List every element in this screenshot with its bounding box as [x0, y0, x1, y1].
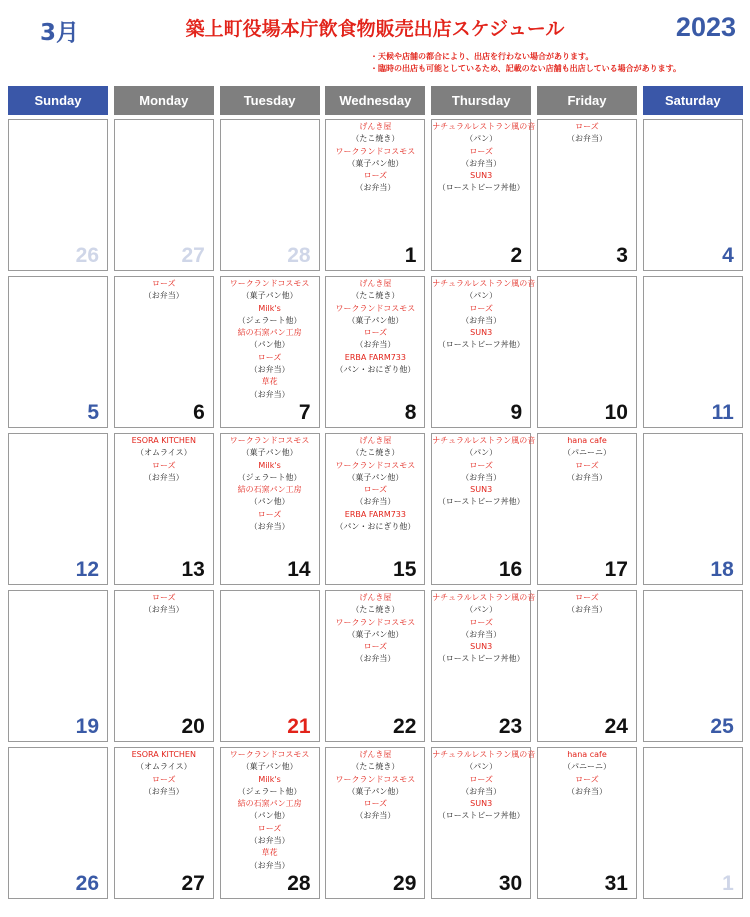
- day-cell: [431, 276, 536, 428]
- day-cell: [537, 119, 637, 271]
- shop-menu: （パニーニ）: [562, 448, 611, 458]
- shop-name: ローズ: [257, 823, 282, 833]
- shop-list: [644, 748, 742, 749]
- shop-list: [538, 277, 636, 278]
- shop-list: [538, 120, 636, 146]
- shop-name: げんき屋: [359, 122, 392, 131]
- shop-name: 草花: [261, 848, 278, 858]
- shop-menu: （たこ焼き）: [351, 448, 400, 458]
- day-number: 2: [510, 244, 523, 267]
- day-cell: [8, 747, 108, 899]
- shop-menu: （ジェラート他）: [237, 786, 302, 796]
- day-cell: [8, 276, 108, 428]
- shop-list: [538, 434, 636, 484]
- day-cell: [643, 276, 743, 428]
- shop-list: [221, 591, 319, 592]
- shop-list: [538, 591, 636, 617]
- shop-name: げんき屋: [359, 279, 392, 288]
- shop-name: ローズ: [151, 774, 176, 784]
- shop-menu: （お弁当）: [355, 183, 396, 193]
- shop-name: ローズ: [363, 171, 388, 181]
- day-number: 16: [498, 558, 523, 581]
- day-cell: [114, 119, 214, 271]
- shop-list: [432, 434, 536, 509]
- day-number: 30: [498, 872, 523, 895]
- day-number: 29: [393, 872, 417, 895]
- shop-menu: （パン）: [465, 448, 498, 458]
- shop-menu: （お弁当）: [461, 472, 502, 482]
- day-cell: [220, 119, 320, 271]
- shop-list: [221, 277, 319, 401]
- shop-menu: （菓子パン他）: [241, 291, 298, 301]
- shop-name: Milk's: [258, 774, 281, 784]
- shop-menu: （お弁当）: [355, 340, 396, 350]
- day-number: 24: [604, 715, 628, 738]
- shop-list: [538, 748, 636, 798]
- day-cell: [325, 433, 425, 585]
- shop-name: hana cafe: [567, 436, 607, 445]
- shop-menu: （ジェラート他）: [237, 472, 302, 482]
- day-cell: [431, 747, 536, 899]
- shop-menu: （ローストビーフ丼他）: [437, 340, 525, 350]
- shop-name: ワークランドコスモス: [229, 750, 310, 759]
- shop-name: ナチュラルレストラン風の音: [432, 750, 536, 759]
- shop-menu: （お弁当）: [461, 786, 502, 796]
- shop-name: ローズ: [575, 460, 599, 470]
- shop-name: ローズ: [363, 328, 388, 338]
- calendar-week-row: [8, 433, 743, 585]
- weekday-header-thursday: Thursday: [431, 86, 531, 115]
- shop-list: [432, 120, 536, 195]
- day-cell: [220, 747, 320, 899]
- calendar-week-row: [8, 276, 743, 428]
- shop-menu: （パン）: [465, 762, 498, 772]
- day-number: 12: [75, 558, 99, 581]
- shop-list: [644, 120, 742, 121]
- shop-menu: （ローストビーフ丼他）: [437, 811, 525, 821]
- shop-list: [115, 434, 213, 484]
- weekday-header-monday: Monday: [114, 86, 214, 115]
- shop-name: ローズ: [363, 799, 388, 809]
- shop-menu: （たこ焼き）: [351, 762, 400, 772]
- calendar-week-row: [8, 590, 743, 742]
- day-cell: [643, 747, 743, 899]
- month-label: 3月: [40, 20, 80, 46]
- day-cell: [114, 747, 214, 899]
- weekday-header-friday: Friday: [537, 86, 637, 115]
- day-cell: [537, 433, 637, 585]
- shop-menu: （ジェラート他）: [237, 315, 302, 325]
- shop-list: [326, 277, 424, 376]
- calendar-grid: [8, 119, 743, 904]
- shop-name: ERBA FARM733: [344, 352, 406, 362]
- shop-menu: （お弁当）: [249, 522, 290, 532]
- shop-menu: （菓子パン他）: [347, 629, 404, 639]
- shop-name: Milk's: [258, 460, 281, 470]
- weekday-header-row: [8, 86, 743, 115]
- notice-item: ・臨時の出店も可能としているため、記載のない店舗も出店している場合があります。: [370, 64, 682, 73]
- shop-name: SUN3: [470, 799, 493, 809]
- day-cell: [220, 433, 320, 585]
- weekday-header-wednesday: Wednesday: [325, 86, 425, 115]
- shop-name: ナチュラルレストラン風の音: [432, 122, 536, 131]
- shop-name: ローズ: [151, 593, 176, 602]
- shop-list: [115, 591, 213, 617]
- shop-name: げんき屋: [359, 750, 392, 759]
- shop-menu: （パン）: [465, 291, 498, 301]
- day-number: 27: [181, 244, 205, 267]
- shop-name: ERBA FARM733: [344, 509, 406, 519]
- shop-list: [432, 591, 536, 666]
- day-number: 20: [181, 715, 205, 738]
- day-number: 26: [75, 244, 99, 267]
- shop-list: [115, 748, 213, 798]
- day-cell: [537, 747, 637, 899]
- shop-name: ローズ: [469, 303, 493, 313]
- shop-name: 草花: [261, 377, 278, 387]
- shop-name: ローズ: [469, 617, 493, 627]
- day-cell: [537, 590, 637, 742]
- shop-list: [432, 748, 536, 823]
- shop-name: げんき屋: [359, 436, 392, 445]
- shop-list: [221, 434, 319, 533]
- day-number: 3: [616, 244, 628, 267]
- shop-name: hana cafe: [567, 750, 607, 759]
- shop-menu: （パン）: [465, 605, 498, 615]
- shop-name: ローズ: [469, 460, 493, 470]
- shop-menu: （お弁当）: [461, 315, 502, 325]
- shop-menu: （パン）: [465, 134, 498, 144]
- shop-name: ワークランドコスモス: [335, 617, 416, 627]
- day-cell: [431, 119, 536, 271]
- day-cell: [537, 276, 637, 428]
- day-cell: [431, 590, 536, 742]
- shop-name: SUN3: [470, 485, 493, 495]
- day-cell: [325, 276, 425, 428]
- shop-name: ESORA KITCHEN: [131, 436, 196, 445]
- day-cell: [8, 590, 108, 742]
- shop-name: ローズ: [151, 279, 176, 288]
- shop-list: [644, 277, 742, 278]
- shop-name: ESORA KITCHEN: [131, 750, 196, 759]
- shop-list: [432, 277, 536, 352]
- shop-menu: （菓子パン他）: [241, 762, 298, 772]
- shop-name: げんき屋: [359, 593, 392, 602]
- shop-menu: （菓子パン他）: [241, 448, 298, 458]
- day-number: 9: [510, 401, 523, 424]
- shop-menu: （パン他）: [249, 340, 290, 350]
- shop-name: ローズ: [257, 509, 282, 519]
- weekday-header-tuesday: Tuesday: [220, 86, 320, 115]
- shop-name: ナチュラルレストラン風の音: [432, 279, 536, 288]
- shop-name: 結の石窯パン工房: [237, 799, 302, 809]
- shop-menu: （パン・おにぎり他）: [335, 365, 416, 375]
- weekday-header-saturday: Saturday: [643, 86, 743, 115]
- shop-menu: （菓子パン他）: [347, 315, 404, 325]
- shop-menu: （お弁当）: [249, 836, 290, 846]
- shop-menu: （お弁当）: [143, 786, 184, 796]
- shop-name: ワークランドコスモス: [335, 774, 416, 784]
- shop-menu: （お弁当）: [566, 472, 607, 482]
- shop-menu: （たこ焼き）: [351, 134, 400, 144]
- shop-list: [9, 434, 107, 435]
- weekday-header-sunday: Sunday: [8, 86, 108, 115]
- shop-menu: （菓子パン他）: [347, 472, 404, 482]
- shop-name: 結の石窯パン工房: [237, 328, 302, 338]
- shop-menu: （お弁当）: [355, 654, 396, 664]
- shop-menu: （お弁当）: [143, 291, 184, 301]
- shop-menu: （たこ焼き）: [351, 605, 400, 615]
- day-cell: [643, 119, 743, 271]
- day-number: 10: [604, 401, 628, 424]
- day-number: 19: [75, 715, 99, 738]
- day-cell: [114, 276, 214, 428]
- day-cell: [643, 590, 743, 742]
- calendar-week-row: [8, 747, 743, 899]
- day-number: 6: [193, 401, 205, 424]
- shop-name: SUN3: [470, 328, 493, 338]
- shop-menu: （お弁当）: [249, 365, 290, 375]
- shop-list: [115, 277, 213, 303]
- shop-name: 結の石窯パン工房: [237, 485, 302, 495]
- shop-name: ワークランドコスモス: [335, 146, 416, 156]
- shop-name: ローズ: [575, 593, 599, 602]
- shop-name: ローズ: [575, 774, 599, 784]
- notice-list: [370, 51, 681, 75]
- shop-menu: （ローストビーフ丼他）: [437, 183, 525, 193]
- shop-list: [644, 434, 742, 435]
- day-cell: [325, 119, 425, 271]
- shop-name: ローズ: [363, 485, 388, 495]
- shop-menu: （お弁当）: [355, 497, 396, 507]
- day-number: 13: [181, 558, 205, 581]
- shop-menu: （お弁当）: [461, 158, 502, 168]
- day-number: 5: [87, 401, 99, 424]
- shop-name: ワークランドコスモス: [335, 460, 416, 470]
- shop-list: [9, 120, 107, 121]
- day-cell: [325, 590, 425, 742]
- day-number: 28: [287, 244, 311, 267]
- shop-name: ワークランドコスモス: [229, 279, 310, 288]
- day-number: 27: [181, 872, 205, 895]
- day-number: 11: [711, 401, 734, 424]
- shop-name: Milk's: [258, 303, 281, 313]
- day-number: 26: [75, 872, 99, 895]
- shop-menu: （お弁当）: [566, 134, 607, 144]
- day-number: 17: [604, 558, 628, 581]
- shop-menu: （お弁当）: [566, 786, 607, 796]
- shop-menu: （お弁当）: [355, 811, 396, 821]
- day-cell: [431, 433, 536, 585]
- shop-name: ワークランドコスモス: [335, 303, 416, 313]
- day-number: 28: [287, 872, 311, 895]
- shop-name: ワークランドコスモス: [229, 436, 310, 445]
- shop-menu: （お弁当）: [143, 605, 184, 615]
- shop-menu: （たこ焼き）: [351, 291, 400, 301]
- shop-list: [326, 748, 424, 823]
- day-number: 31: [604, 872, 628, 895]
- shop-list: [221, 748, 319, 872]
- page-title: 築上町役場本庁飲食物販売出店スケジュール: [185, 18, 565, 40]
- shop-name: SUN3: [470, 171, 493, 181]
- shop-menu: （お弁当）: [143, 472, 184, 482]
- calendar-week-row: [8, 119, 743, 271]
- day-cell: [220, 276, 320, 428]
- shop-name: ローズ: [257, 352, 282, 362]
- shop-menu: （パン他）: [249, 497, 290, 507]
- day-number: 25: [710, 715, 734, 738]
- shop-menu: （お弁当）: [461, 629, 502, 639]
- day-number: 22: [393, 715, 417, 738]
- shop-menu: （パニーニ）: [562, 762, 611, 772]
- day-number: 18: [710, 558, 734, 581]
- day-number: 21: [287, 715, 311, 738]
- day-number: 23: [498, 715, 523, 738]
- shop-list: [9, 277, 107, 278]
- shop-name: ナチュラルレストラン風の音: [432, 436, 536, 445]
- shop-menu: （菓子パン他）: [347, 158, 404, 168]
- year-label: 2023: [675, 12, 736, 42]
- shop-menu: （お弁当）: [566, 605, 607, 615]
- shop-menu: （お弁当）: [249, 860, 290, 870]
- shop-menu: （菓子パン他）: [347, 786, 404, 796]
- shop-name: ローズ: [151, 460, 176, 470]
- shop-name: ナチュラルレストラン風の音: [432, 593, 536, 602]
- shop-list: [115, 120, 213, 121]
- shop-menu: （お弁当）: [249, 389, 290, 399]
- shop-menu: （ローストビーフ丼他）: [437, 654, 525, 664]
- day-cell: [114, 433, 214, 585]
- day-number: 1: [404, 244, 417, 267]
- shop-menu: （パン他）: [249, 811, 290, 821]
- day-number: 14: [287, 558, 311, 581]
- shop-list: [9, 591, 107, 592]
- day-cell: [220, 590, 320, 742]
- shop-menu: （パン・おにぎり他）: [335, 522, 416, 532]
- shop-list: [326, 434, 424, 533]
- day-number: 4: [722, 244, 734, 267]
- shop-name: ローズ: [469, 774, 493, 784]
- shop-menu: （オムライス）: [135, 762, 192, 772]
- day-cell: [8, 433, 108, 585]
- day-number: 7: [298, 401, 311, 424]
- shop-menu: （オムライス）: [135, 448, 192, 458]
- day-cell: [643, 433, 743, 585]
- notice-item: ・天候や店舗の都合により、出店を行わない場合があります。: [370, 52, 594, 61]
- day-number: 15: [393, 558, 417, 581]
- shop-list: [9, 748, 107, 749]
- day-cell: [8, 119, 108, 271]
- shop-list: [221, 120, 319, 121]
- shop-name: ローズ: [363, 642, 388, 652]
- shop-name: SUN3: [470, 642, 493, 652]
- shop-menu: （ローストビーフ丼他）: [437, 497, 525, 507]
- day-number: 8: [404, 401, 417, 424]
- day-number: 1: [722, 872, 734, 895]
- shop-name: ローズ: [469, 146, 493, 156]
- shop-name: ローズ: [575, 122, 599, 131]
- day-cell: [325, 747, 425, 899]
- shop-list: [326, 591, 424, 666]
- shop-list: [326, 120, 424, 195]
- day-cell: [114, 590, 214, 742]
- shop-list: [644, 591, 742, 592]
